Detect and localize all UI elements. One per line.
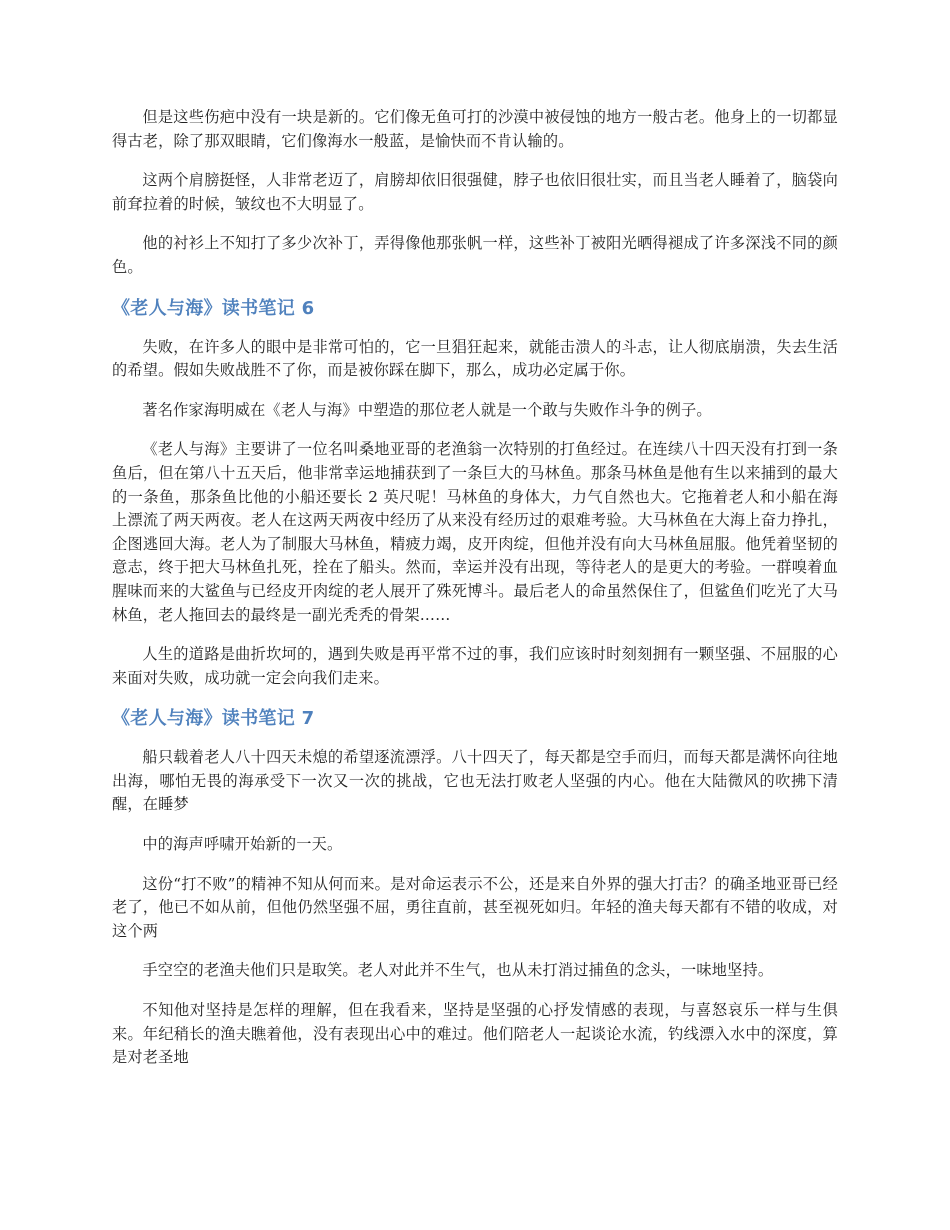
section-note-6	[112, 296, 838, 691]
paragraph: 人生的道路是曲折坎坷的，遇到失败是再平常不过的事，我们应该时时刻刻拥有一颗坚强、不屈服的心来面对失败，成功就一定会向我们走来。	[112, 645, 838, 687]
paragraph: 他的衬衫上不知打了多少次补丁，弄得像他那张帆一样，这些补丁被阳光晒得褪成了许多深浅不同的颜色。	[112, 234, 838, 276]
section-intro	[112, 106, 838, 280]
paragraph: 失败，在许多人的眼中是非常可怕的，它一旦猖狂起来，就能击溃人的斗志，让人彻底崩溃，失去生活的希望。假如失败战胜不了你，而是被你踩在脚下，那么，成功必定属于你。	[112, 337, 838, 380]
section-heading: 《老人与海》读书笔记 7	[112, 708, 315, 730]
section-heading: 《老人与海》读书笔记 6	[112, 297, 315, 319]
document-page	[112, 106, 838, 1086]
paragraph: 船只载着老人八十四天未熄的希望逐流漂浮。八十四天了，每天都是空手而归，而每天都是满怀向往地出海，哪怕无畏的海承受下一次又一次的挑战，它也无法打败老人坚强的内心。他在大陆微风的吹拂下清醒，在睡梦	[112, 748, 838, 814]
paragraph: 《老人与海》主要讲了一位名叫桑地亚哥的老渔翁一次特别的打鱼经过。在连续八十四天没有打到一条鱼后，但在第八十五天后，他非常幸运地捕获到了一条巨大的马林鱼。那条马林鱼是他有生以来捕到的最大的一条鱼，那条鱼比他的小船还要长 2 英尺呢！马林鱼的身体大，力气自然也大。它拖着老人和小船在海上漂流了两天两夜。老人在这两天两夜中经历了从来没有经历过的艰难考验。大马林鱼在大海上奋力挣扎，企图逃回大海。老人为了制服大马林鱼，精疲力竭，皮开肉绽，但他并没有向大马林鱼屈服。他凭着坚韧的意志，终于把大马林鱼扎死，拴在了船头。然而，幸运并没有出现，等待老人的是更大的考验。一群嗅着血腥味而来的大鲨鱼与已经皮开肉绽的老人展开了殊死博斗。最后老人的命虽然保住了，但鲨鱼们吃光了大马林鱼，老人拖回去的最终是一副光秃秃的骨架……	[112, 440, 838, 624]
paragraph: 著名作家海明威在《老人与海》中塑造的那位老人就是一个敢与失败作斗争的例子。	[142, 400, 712, 419]
paragraph: 中的海声呼啸开始新的一天。	[142, 835, 343, 854]
paragraph: 这两个肩膀挺怪，人非常老迈了，肩膀却依旧很强健，脖子也依旧很壮实，而且当老人睡着了，脑袋向前耷拉着的时候，皱纹也不大明显了。	[112, 171, 838, 213]
section-note-7	[112, 706, 838, 1070]
paragraph: 不知他对坚持是怎样的理解，但在我看来，坚持是坚强的心抒发情感的表现，与喜怒哀乐一样与生俱来。年纪稍长的渔夫瞧着他，没有表现出心中的难过。他们陪老人一起谈论水流，钓线漂入水中的深度，算是对老圣地	[112, 1001, 838, 1067]
paragraph: 手空空的老渔夫他们只是取笑。老人对此并不生气，也从未打消过捕鱼的念头，一味地坚持。	[142, 961, 774, 980]
paragraph: 但是这些伤疤中没有一块是新的。它们像无鱼可打的沙漠中被侵蚀的地方一般古老。他身上的一切都显得古老，除了那双眼睛，它们像海水一般蓝，是愉快而不肯认输的。	[112, 108, 838, 150]
paragraph: 这份“打不败”的精神不知从何而来。是对命运表示不公，还是来自外界的强大打击？的确圣地亚哥已经老了，他已不如从前，但他仍然坚强不屈，勇往直前，甚至视死如归。年轻的渔夫每天都有不错的收成，对这个两	[112, 874, 838, 940]
